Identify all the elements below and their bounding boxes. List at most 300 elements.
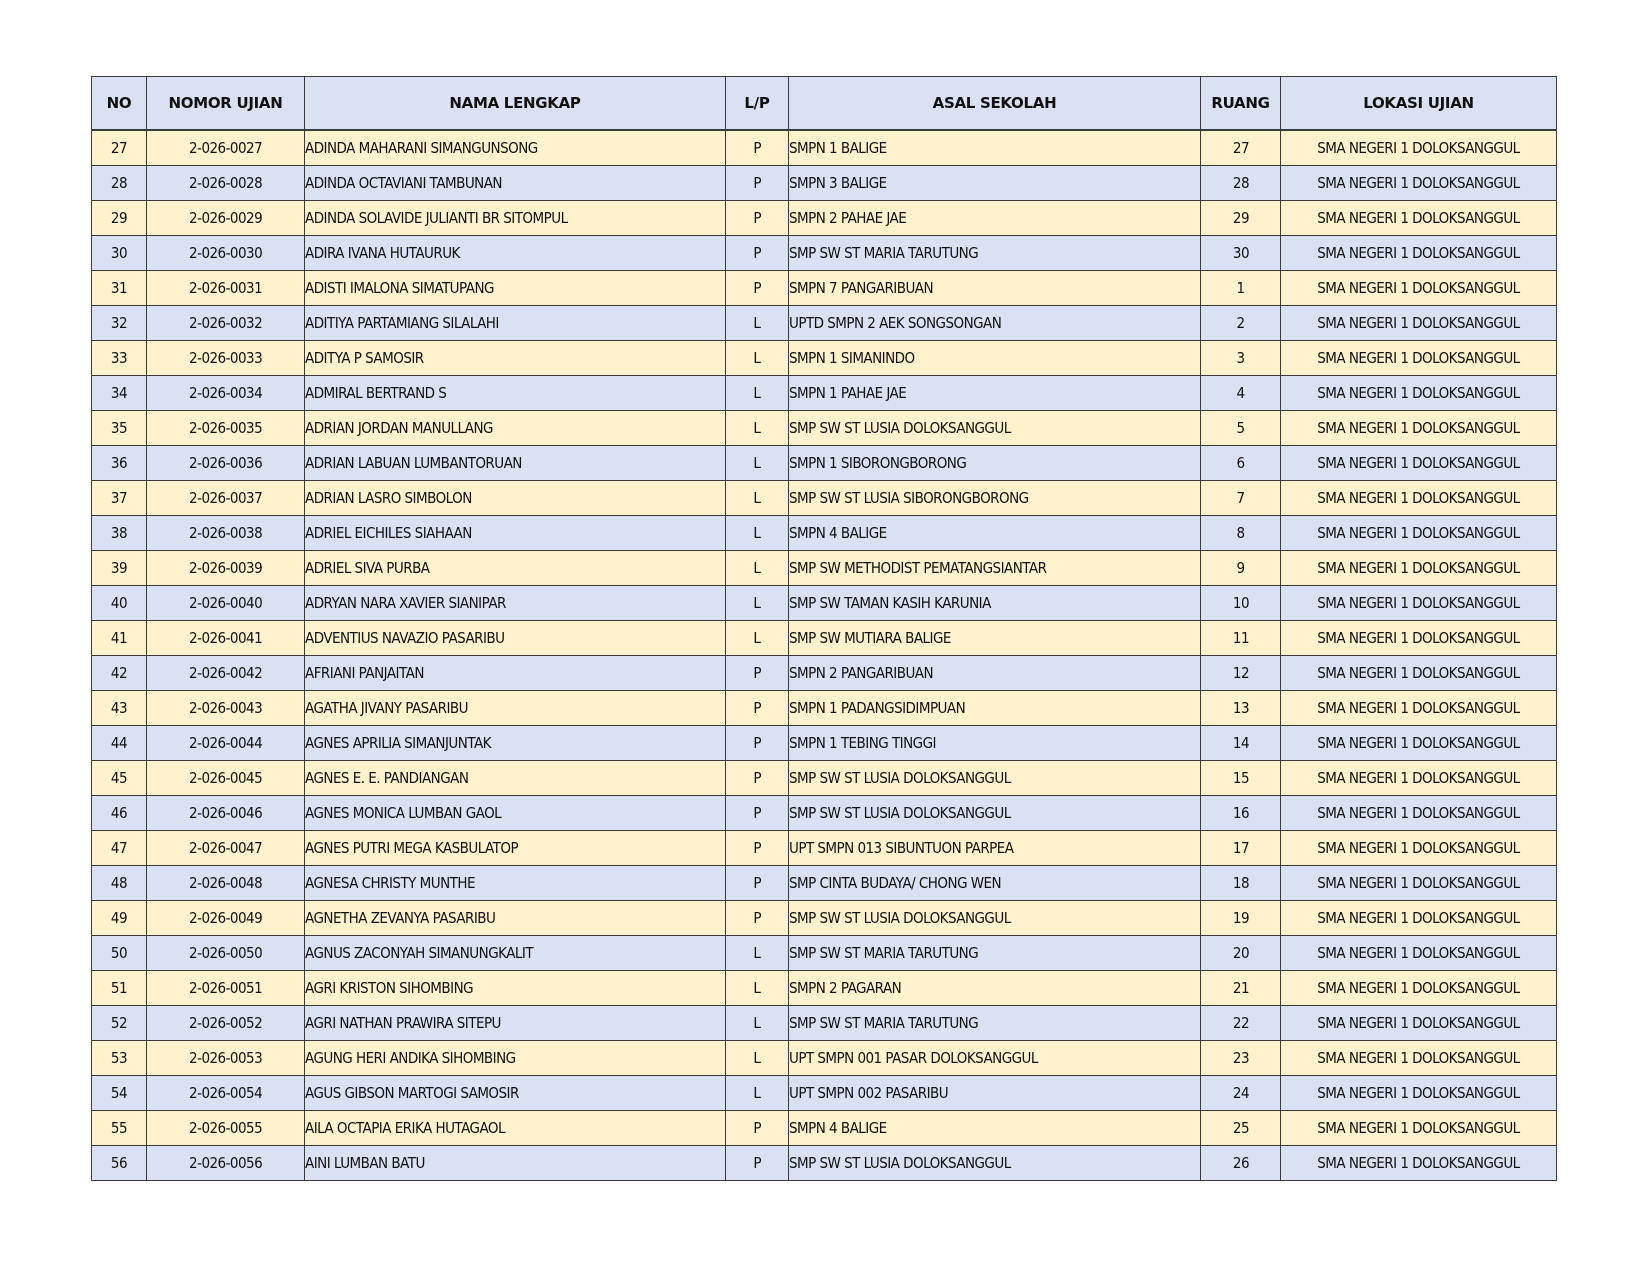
- cell-ruang-text: 6: [1236, 454, 1245, 472]
- cell-lokasi-ujian-text: SMA NEGERI 1 DOLOKSANGGUL: [1317, 1119, 1520, 1137]
- cell-ruang-text: 26: [1232, 1154, 1249, 1172]
- cell-asal-sekolah-text: UPT SMPN 013 SIBUNTUON PARPEA: [789, 839, 1014, 857]
- cell-no: [92, 796, 147, 831]
- cell-nama-lengkap: [305, 236, 726, 271]
- cell-no-text: 41: [110, 629, 128, 647]
- cell-no-text: 34: [110, 384, 128, 402]
- cell-nama-lengkap-text: AGNUS ZACONYAH SIMANUNGKALIT: [305, 944, 534, 962]
- cell-no-text: 32: [110, 314, 128, 332]
- table-row: [92, 411, 1557, 446]
- cell-ruang-text: 30: [1232, 244, 1249, 262]
- cell-asal-sekolah: [789, 516, 1201, 551]
- cell-lokasi-ujian-text: SMA NEGERI 1 DOLOKSANGGUL: [1317, 874, 1520, 892]
- cell-lp-text: P: [753, 1154, 761, 1172]
- cell-lokasi-ujian: [1281, 516, 1557, 551]
- cell-asal-sekolah-text: SMPN 1 TEBING TINGGI: [789, 734, 936, 752]
- cell-nomor-ujian-text: 2-026-0049: [188, 909, 263, 927]
- cell-ruang: [1201, 341, 1281, 376]
- cell-ruang-text: 22: [1232, 1014, 1249, 1032]
- cell-nomor-ujian: [147, 341, 305, 376]
- header-ruang: RUANG: [1201, 77, 1281, 131]
- cell-lokasi-ujian: [1281, 866, 1557, 901]
- cell-nomor-ujian: [147, 201, 305, 236]
- cell-lp-text: P: [753, 769, 761, 787]
- cell-nomor-ujian-text: 2-026-0027: [188, 139, 263, 157]
- cell-lp-text: L: [753, 384, 761, 402]
- cell-nama-lengkap: [305, 130, 726, 166]
- cell-nomor-ujian-text: 2-026-0031: [188, 279, 263, 297]
- cell-nomor-ujian: [147, 1076, 305, 1111]
- table-body: [92, 130, 1557, 1181]
- cell-asal-sekolah: [789, 691, 1201, 726]
- cell-no: [92, 166, 147, 201]
- cell-lp-text: P: [753, 244, 761, 262]
- cell-nomor-ujian-text: 2-026-0044: [188, 734, 263, 752]
- cell-nomor-ujian: [147, 656, 305, 691]
- cell-lokasi-ujian: [1281, 551, 1557, 586]
- cell-no: [92, 831, 147, 866]
- header-row: [92, 77, 1557, 131]
- cell-asal-sekolah-text: SMP SW ST LUSIA DOLOKSANGGUL: [789, 419, 1011, 437]
- cell-asal-sekolah-text: SMP SW ST LUSIA DOLOKSANGGUL: [789, 769, 1011, 787]
- cell-no-text: 42: [110, 664, 128, 682]
- cell-lokasi-ujian-text: SMA NEGERI 1 DOLOKSANGGUL: [1317, 454, 1520, 472]
- cell-nama-lengkap: [305, 691, 726, 726]
- cell-lokasi-ujian: [1281, 341, 1557, 376]
- cell-asal-sekolah: [789, 866, 1201, 901]
- cell-lokasi-ujian-text: SMA NEGERI 1 DOLOKSANGGUL: [1317, 1154, 1520, 1172]
- cell-nama-lengkap-text: ADRIAN JORDAN MANULLANG: [305, 419, 493, 437]
- cell-lokasi-ujian-text: SMA NEGERI 1 DOLOKSANGGUL: [1317, 1014, 1520, 1032]
- cell-ruang-text: 2: [1236, 314, 1245, 332]
- cell-nomor-ujian-text: 2-026-0056: [188, 1154, 263, 1172]
- cell-no: [92, 1111, 147, 1146]
- cell-ruang: [1201, 481, 1281, 516]
- cell-no: [92, 130, 147, 166]
- cell-asal-sekolah-text: SMPN 4 BALIGE: [789, 524, 887, 542]
- header-nomor-ujian: NOMOR UJIAN: [147, 77, 305, 131]
- table-row: [92, 901, 1557, 936]
- cell-nomor-ujian: [147, 1111, 305, 1146]
- cell-asal-sekolah: [789, 831, 1201, 866]
- cell-lokasi-ujian-text: SMA NEGERI 1 DOLOKSANGGUL: [1317, 594, 1520, 612]
- cell-ruang-text: 11: [1232, 629, 1249, 647]
- cell-lp-text: P: [753, 874, 761, 892]
- cell-lp-text: P: [753, 804, 761, 822]
- cell-nomor-ujian: [147, 130, 305, 166]
- table-row: [92, 271, 1557, 306]
- cell-nama-lengkap: [305, 271, 726, 306]
- cell-nama-lengkap-text: AFRIANI PANJAITAN: [305, 664, 424, 682]
- cell-lokasi-ujian-text: SMA NEGERI 1 DOLOKSANGGUL: [1317, 944, 1520, 962]
- cell-asal-sekolah: [789, 306, 1201, 341]
- cell-ruang: [1201, 411, 1281, 446]
- cell-asal-sekolah-text: SMPN 1 SIMANINDO: [789, 349, 915, 367]
- cell-no: [92, 411, 147, 446]
- cell-asal-sekolah: [789, 1146, 1201, 1181]
- cell-lokasi-ujian-text: SMA NEGERI 1 DOLOKSANGGUL: [1317, 209, 1520, 227]
- cell-no-text: 36: [110, 454, 128, 472]
- cell-no: [92, 971, 147, 1006]
- cell-nama-lengkap-text: AGNESA CHRISTY MUNTHE: [305, 874, 475, 892]
- cell-nama-lengkap-text: AGNETHA ZEVANYA PASARIBU: [305, 909, 496, 927]
- cell-lp: [726, 411, 789, 446]
- cell-nomor-ujian-text: 2-026-0034: [188, 384, 263, 402]
- cell-lp-text: P: [753, 279, 761, 297]
- table-row: [92, 1076, 1557, 1111]
- table-row: [92, 866, 1557, 901]
- table-row: [92, 130, 1557, 166]
- cell-ruang-text: 23: [1232, 1049, 1249, 1067]
- table-row: [92, 1146, 1557, 1181]
- cell-lp-text: P: [753, 699, 761, 717]
- cell-asal-sekolah-text: SMP CINTA BUDAYA/ CHONG WEN: [789, 874, 1002, 892]
- cell-lokasi-ujian-text: SMA NEGERI 1 DOLOKSANGGUL: [1317, 699, 1520, 717]
- cell-asal-sekolah-text: SMP SW MUTIARA BALIGE: [789, 629, 951, 647]
- cell-nama-lengkap-text: ADRIEL SIVA PURBA: [305, 559, 430, 577]
- cell-asal-sekolah-text: SMP SW ST MARIA TARUTUNG: [789, 1014, 979, 1032]
- cell-nomor-ujian: [147, 166, 305, 201]
- cell-asal-sekolah: [789, 901, 1201, 936]
- cell-nama-lengkap-text: ADINDA SOLAVIDE JULIANTI BR SITOMPUL: [305, 209, 568, 227]
- cell-no-text: 50: [110, 944, 128, 962]
- table-row: [92, 236, 1557, 271]
- cell-lp: [726, 481, 789, 516]
- cell-nama-lengkap-text: AINI LUMBAN BATU: [305, 1154, 425, 1172]
- cell-lp: [726, 306, 789, 341]
- cell-lp: [726, 1146, 789, 1181]
- cell-ruang-text: 18: [1232, 874, 1249, 892]
- cell-ruang: [1201, 446, 1281, 481]
- cell-ruang: [1201, 831, 1281, 866]
- cell-no: [92, 446, 147, 481]
- cell-lokasi-ujian: [1281, 236, 1557, 271]
- cell-lp: [726, 341, 789, 376]
- cell-asal-sekolah: [789, 236, 1201, 271]
- table-row: [92, 621, 1557, 656]
- cell-lp: [726, 201, 789, 236]
- cell-no: [92, 1146, 147, 1181]
- cell-no-text: 53: [110, 1049, 128, 1067]
- cell-asal-sekolah: [789, 621, 1201, 656]
- cell-ruang: [1201, 586, 1281, 621]
- cell-lp: [726, 1006, 789, 1041]
- table-row: [92, 936, 1557, 971]
- cell-asal-sekolah: [789, 1041, 1201, 1076]
- cell-lokasi-ujian-text: SMA NEGERI 1 DOLOKSANGGUL: [1317, 734, 1520, 752]
- cell-nama-lengkap: [305, 621, 726, 656]
- cell-lokasi-ujian-text: SMA NEGERI 1 DOLOKSANGGUL: [1317, 839, 1520, 857]
- cell-nama-lengkap: [305, 1111, 726, 1146]
- cell-asal-sekolah-text: SMP SW ST MARIA TARUTUNG: [789, 244, 979, 262]
- table-row: [92, 691, 1557, 726]
- cell-ruang-text: 10: [1232, 594, 1249, 612]
- cell-nama-lengkap: [305, 411, 726, 446]
- cell-ruang: [1201, 236, 1281, 271]
- cell-no: [92, 306, 147, 341]
- cell-asal-sekolah: [789, 1006, 1201, 1041]
- cell-nama-lengkap-text: AGUS GIBSON MARTOGI SAMOSIR: [305, 1084, 519, 1102]
- cell-ruang: [1201, 516, 1281, 551]
- cell-lokasi-ujian: [1281, 656, 1557, 691]
- cell-lokasi-ujian: [1281, 936, 1557, 971]
- cell-asal-sekolah: [789, 586, 1201, 621]
- cell-no-text: 38: [110, 524, 128, 542]
- cell-nama-lengkap: [305, 446, 726, 481]
- cell-lokasi-ujian: [1281, 1146, 1557, 1181]
- cell-lp-text: L: [753, 489, 761, 507]
- cell-ruang: [1201, 1146, 1281, 1181]
- cell-nama-lengkap-text: ADRIAN LASRO SIMBOLON: [305, 489, 472, 507]
- cell-asal-sekolah: [789, 936, 1201, 971]
- cell-no: [92, 866, 147, 901]
- cell-nomor-ujian: [147, 621, 305, 656]
- cell-ruang: [1201, 166, 1281, 201]
- cell-lp-text: L: [753, 314, 761, 332]
- cell-nomor-ujian: [147, 551, 305, 586]
- cell-asal-sekolah-text: SMPN 2 PAGARAN: [789, 979, 902, 997]
- cell-no-text: 54: [110, 1084, 128, 1102]
- cell-nomor-ujian: [147, 376, 305, 411]
- cell-nomor-ujian-text: 2-026-0033: [188, 349, 263, 367]
- table-row: [92, 376, 1557, 411]
- cell-nomor-ujian: [147, 586, 305, 621]
- cell-no-text: 45: [110, 769, 128, 787]
- cell-lokasi-ujian: [1281, 726, 1557, 761]
- cell-lokasi-ujian-text: SMA NEGERI 1 DOLOKSANGGUL: [1317, 559, 1520, 577]
- cell-nama-lengkap-text: ADITYA P SAMOSIR: [305, 349, 424, 367]
- cell-nomor-ujian-text: 2-026-0055: [188, 1119, 263, 1137]
- table-row: [92, 446, 1557, 481]
- cell-nomor-ujian: [147, 726, 305, 761]
- cell-lp-text: L: [753, 559, 761, 577]
- cell-nomor-ujian-text: 2-026-0048: [188, 874, 263, 892]
- cell-asal-sekolah-text: SMP SW TAMAN KASIH KARUNIA: [789, 594, 991, 612]
- cell-lp-text: L: [753, 454, 761, 472]
- cell-no-text: 30: [110, 244, 128, 262]
- cell-no: [92, 481, 147, 516]
- cell-lp: [726, 1076, 789, 1111]
- cell-lokasi-ujian-text: SMA NEGERI 1 DOLOKSANGGUL: [1317, 629, 1520, 647]
- cell-no-text: 51: [110, 979, 128, 997]
- cell-nomor-ujian: [147, 236, 305, 271]
- cell-nomor-ujian: [147, 866, 305, 901]
- cell-ruang-text: 29: [1232, 209, 1249, 227]
- cell-nama-lengkap-text: AGNES PUTRI MEGA KASBULATOP: [305, 839, 519, 857]
- cell-nomor-ujian-text: 2-026-0042: [188, 664, 263, 682]
- cell-no: [92, 621, 147, 656]
- cell-nomor-ujian: [147, 936, 305, 971]
- cell-nama-lengkap-text: ADRIEL EICHILES SIAHAAN: [305, 524, 472, 542]
- cell-lokasi-ujian: [1281, 411, 1557, 446]
- table-row: [92, 831, 1557, 866]
- cell-ruang-text: 20: [1232, 944, 1249, 962]
- cell-lokasi-ujian: [1281, 1041, 1557, 1076]
- cell-nomor-ujian-text: 2-026-0053: [188, 1049, 263, 1067]
- cell-asal-sekolah-text: SMPN 1 PAHAE JAE: [789, 384, 907, 402]
- cell-nama-lengkap: [305, 971, 726, 1006]
- cell-lokasi-ujian-text: SMA NEGERI 1 DOLOKSANGGUL: [1317, 804, 1520, 822]
- cell-nama-lengkap: [305, 1006, 726, 1041]
- cell-nama-lengkap: [305, 516, 726, 551]
- cell-no-text: 52: [110, 1014, 128, 1032]
- table-row: [92, 1111, 1557, 1146]
- cell-no-text: 47: [110, 839, 128, 857]
- cell-lp: [726, 831, 789, 866]
- cell-nomor-ujian-text: 2-026-0038: [188, 524, 263, 542]
- cell-ruang: [1201, 971, 1281, 1006]
- cell-ruang: [1201, 621, 1281, 656]
- cell-ruang: [1201, 691, 1281, 726]
- cell-lokasi-ujian-text: SMA NEGERI 1 DOLOKSANGGUL: [1317, 909, 1520, 927]
- cell-lokasi-ujian-text: SMA NEGERI 1 DOLOKSANGGUL: [1317, 244, 1520, 262]
- cell-nama-lengkap-text: AGUNG HERI ANDIKA SIHOMBING: [305, 1049, 516, 1067]
- cell-nomor-ujian: [147, 796, 305, 831]
- cell-no-text: 44: [110, 734, 128, 752]
- cell-lp: [726, 761, 789, 796]
- cell-asal-sekolah: [789, 446, 1201, 481]
- cell-nama-lengkap: [305, 796, 726, 831]
- cell-lokasi-ujian-text: SMA NEGERI 1 DOLOKSANGGUL: [1317, 1049, 1520, 1067]
- cell-ruang-text: 17: [1232, 839, 1249, 857]
- cell-nomor-ujian-text: 2-026-0050: [188, 944, 263, 962]
- cell-ruang: [1201, 726, 1281, 761]
- cell-nama-lengkap: [305, 936, 726, 971]
- cell-nomor-ujian-text: 2-026-0047: [188, 839, 263, 857]
- cell-ruang: [1201, 936, 1281, 971]
- cell-no: [92, 236, 147, 271]
- cell-asal-sekolah: [789, 201, 1201, 236]
- cell-asal-sekolah-text: UPT SMPN 001 PASAR DOLOKSANGGUL: [789, 1049, 1038, 1067]
- cell-lokasi-ujian-text: SMA NEGERI 1 DOLOKSANGGUL: [1317, 314, 1520, 332]
- cell-ruang-text: 14: [1232, 734, 1249, 752]
- cell-asal-sekolah-text: SMP SW METHODIST PEMATANGSIANTAR: [789, 559, 1047, 577]
- cell-nama-lengkap-text: AGRI KRISTON SIHOMBING: [305, 979, 474, 997]
- cell-asal-sekolah: [789, 481, 1201, 516]
- cell-lp: [726, 621, 789, 656]
- cell-lp: [726, 551, 789, 586]
- cell-asal-sekolah: [789, 411, 1201, 446]
- cell-nama-lengkap: [305, 341, 726, 376]
- cell-lp-text: P: [753, 209, 761, 227]
- cell-nomor-ujian-text: 2-026-0045: [188, 769, 263, 787]
- cell-nama-lengkap: [305, 376, 726, 411]
- cell-nama-lengkap-text: AGNES MONICA LUMBAN GAOL: [305, 804, 502, 822]
- cell-lp: [726, 656, 789, 691]
- cell-lp: [726, 1111, 789, 1146]
- cell-nomor-ujian-text: 2-026-0035: [188, 419, 263, 437]
- cell-nomor-ujian-text: 2-026-0037: [188, 489, 263, 507]
- cell-nama-lengkap-text: AGRI NATHAN PRAWIRA SITEPU: [305, 1014, 501, 1032]
- cell-nomor-ujian: [147, 481, 305, 516]
- cell-no-text: 55: [110, 1119, 128, 1137]
- cell-asal-sekolah: [789, 796, 1201, 831]
- cell-lokasi-ujian: [1281, 376, 1557, 411]
- cell-no-text: 31: [110, 279, 128, 297]
- cell-ruang: [1201, 271, 1281, 306]
- cell-lp-text: P: [753, 664, 761, 682]
- cell-nomor-ujian-text: 2-026-0051: [188, 979, 263, 997]
- table-row: [92, 201, 1557, 236]
- cell-no: [92, 691, 147, 726]
- cell-asal-sekolah-text: SMPN 1 SIBORONGBORONG: [789, 454, 967, 472]
- cell-no: [92, 901, 147, 936]
- cell-nomor-ujian-text: 2-026-0046: [188, 804, 263, 822]
- cell-lp: [726, 866, 789, 901]
- table-row: [92, 586, 1557, 621]
- cell-lokasi-ujian: [1281, 971, 1557, 1006]
- cell-nomor-ujian-text: 2-026-0054: [188, 1084, 263, 1102]
- cell-lokasi-ujian-text: SMA NEGERI 1 DOLOKSANGGUL: [1317, 279, 1520, 297]
- cell-lokasi-ujian: [1281, 1111, 1557, 1146]
- cell-asal-sekolah: [789, 551, 1201, 586]
- cell-nama-lengkap-text: ADIRA IVANA HUTAURUK: [305, 244, 460, 262]
- cell-lp-text: P: [753, 1119, 761, 1137]
- cell-asal-sekolah: [789, 166, 1201, 201]
- cell-no: [92, 1006, 147, 1041]
- cell-no-text: 43: [110, 699, 128, 717]
- cell-nama-lengkap-text: AGNES APRILIA SIMANJUNTAK: [305, 734, 492, 752]
- header-lp: L/P: [726, 77, 789, 131]
- cell-lokasi-ujian: [1281, 166, 1557, 201]
- cell-lokasi-ujian-text: SMA NEGERI 1 DOLOKSANGGUL: [1317, 384, 1520, 402]
- cell-nomor-ujian-text: 2-026-0032: [188, 314, 263, 332]
- table-row: [92, 971, 1557, 1006]
- cell-lokasi-ujian-text: SMA NEGERI 1 DOLOKSANGGUL: [1317, 1084, 1520, 1102]
- table-row: [92, 516, 1557, 551]
- cell-nama-lengkap-text: ADRYAN NARA XAVIER SIANIPAR: [305, 594, 506, 612]
- cell-asal-sekolah-text: SMPN 7 PANGARIBUAN: [789, 279, 934, 297]
- cell-asal-sekolah-text: SMP SW ST MARIA TARUTUNG: [789, 944, 979, 962]
- cell-no: [92, 1076, 147, 1111]
- table-row: [92, 796, 1557, 831]
- cell-nama-lengkap: [305, 586, 726, 621]
- cell-no-text: 48: [110, 874, 128, 892]
- cell-lp: [726, 936, 789, 971]
- cell-asal-sekolah-text: SMP SW ST LUSIA DOLOKSANGGUL: [789, 1154, 1011, 1172]
- cell-asal-sekolah-text: SMPN 3 BALIGE: [789, 174, 887, 192]
- cell-no: [92, 1041, 147, 1076]
- cell-nama-lengkap-text: ADVENTIUS NAVAZIO PASARIBU: [305, 629, 505, 647]
- cell-lokasi-ujian: [1281, 271, 1557, 306]
- cell-asal-sekolah: [789, 971, 1201, 1006]
- cell-ruang-text: 16: [1232, 804, 1249, 822]
- cell-lokasi-ujian: [1281, 831, 1557, 866]
- cell-lp-text: P: [753, 139, 761, 157]
- cell-nomor-ujian: [147, 306, 305, 341]
- cell-no-text: 33: [110, 349, 128, 367]
- cell-no: [92, 341, 147, 376]
- cell-lp-text: L: [753, 1014, 761, 1032]
- header-lokasi-ujian: LOKASI UJIAN: [1281, 77, 1557, 131]
- cell-ruang-text: 15: [1232, 769, 1249, 787]
- table-row: [92, 656, 1557, 691]
- cell-nama-lengkap: [305, 1076, 726, 1111]
- cell-lokasi-ujian-text: SMA NEGERI 1 DOLOKSANGGUL: [1317, 524, 1520, 542]
- cell-no-text: 28: [110, 174, 128, 192]
- cell-lokasi-ujian: [1281, 306, 1557, 341]
- cell-lokasi-ujian-text: SMA NEGERI 1 DOLOKSANGGUL: [1317, 769, 1520, 787]
- cell-ruang: [1201, 1006, 1281, 1041]
- cell-no: [92, 376, 147, 411]
- cell-nama-lengkap: [305, 551, 726, 586]
- cell-asal-sekolah-text: UPT SMPN 002 PASARIBU: [789, 1084, 949, 1102]
- cell-lokasi-ujian-text: SMA NEGERI 1 DOLOKSANGGUL: [1317, 664, 1520, 682]
- cell-lp-text: L: [753, 979, 761, 997]
- table-row: [92, 551, 1557, 586]
- table-row: [92, 306, 1557, 341]
- cell-lp-text: L: [753, 629, 761, 647]
